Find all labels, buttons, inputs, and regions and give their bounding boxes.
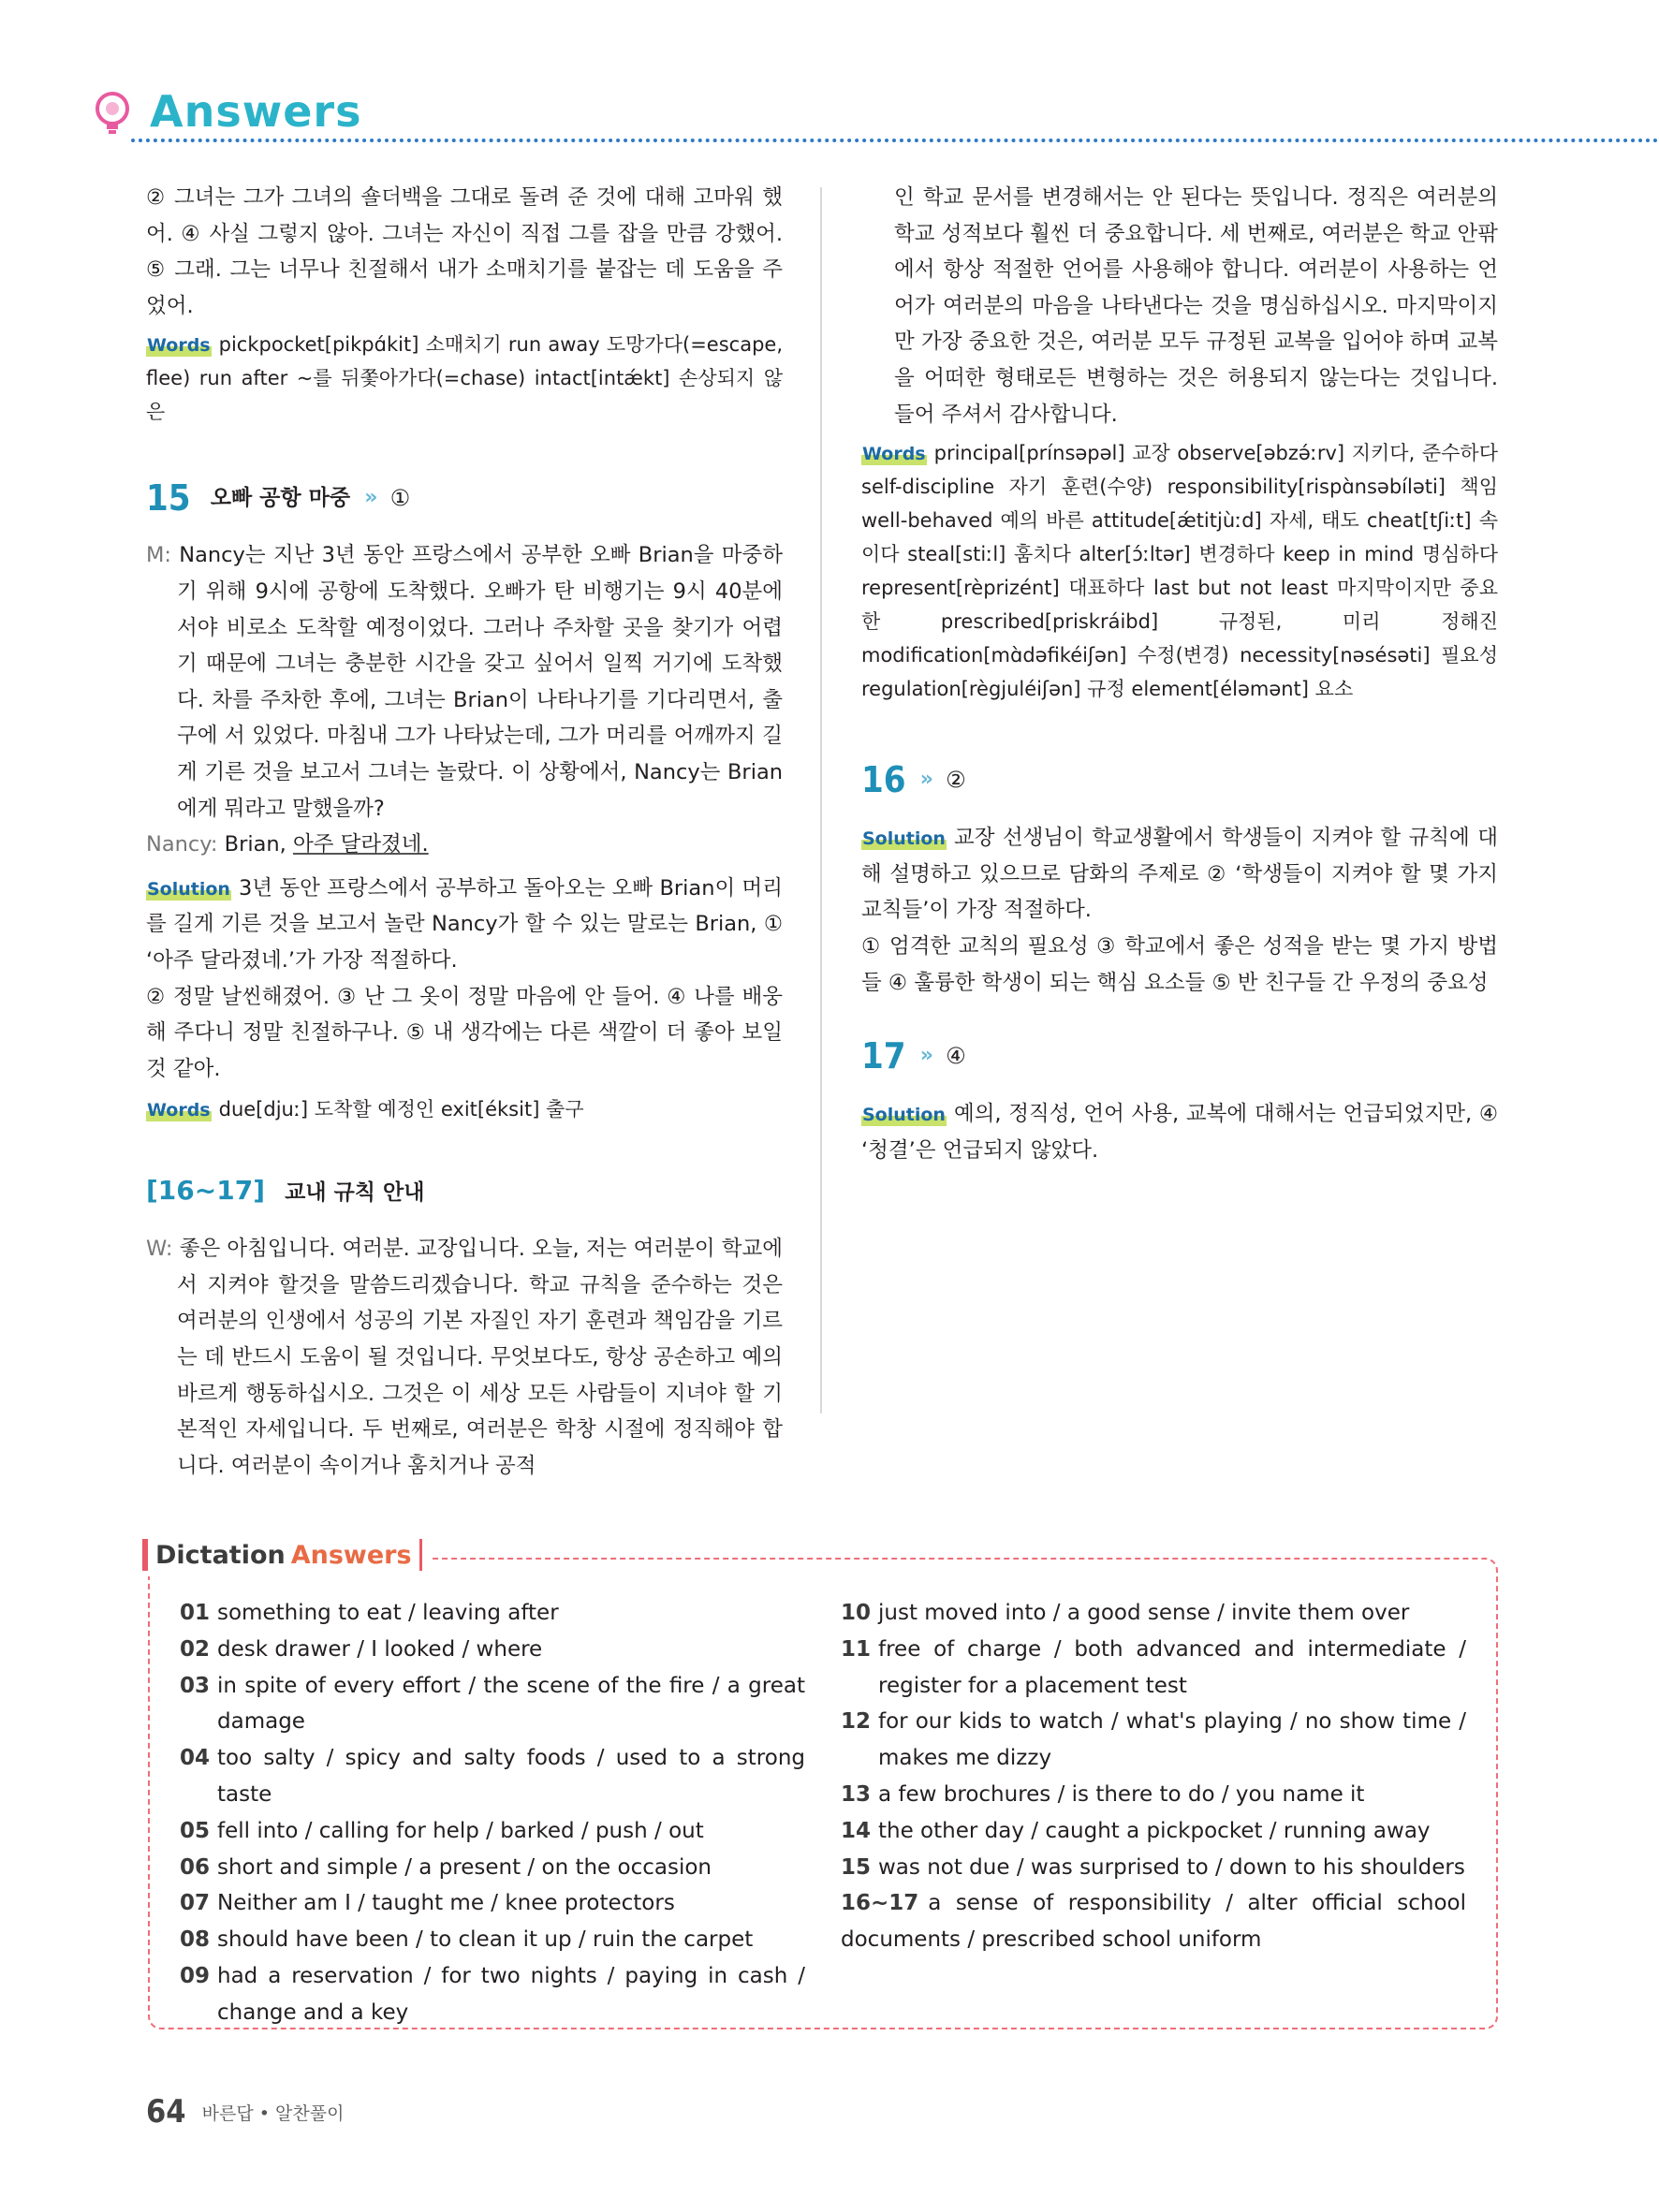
item-number: 07 (180, 1891, 211, 1916)
question-17-header (861, 1035, 1498, 1081)
dictation-item (180, 1632, 805, 1668)
solution-block (861, 1096, 1498, 1168)
item-text: was not due / was surprised to / down to his shoulders (878, 1854, 1465, 1880)
choices-text: ② 정말 날씬해졌어. ③ 난 그 옷이 정말 마음에 안 들어. ④ 나를 배웅해 주다니 정말 친절하구나. ⑤ 내 생각에는 다른 색깔이 더 좋아 보일 것 같아. (146, 984, 783, 1081)
dialogue-w (146, 1231, 783, 1484)
dictation-item (180, 1922, 805, 1958)
paragraph: ② 그녀는 그가 그녀의 숄더백을 그대로 돌려 준 것에 대해 고마워 했어. ④ 사실 그렇지 않아. 그녀는 자신이 직접 그를 잡을 만큼 강했어. ⑤ 그래. 그는 너무나 친절해서 내가 소매치기를 붙잡는 데 도움을 주었어. (146, 185, 783, 318)
dictation-title-word1: Dictation (155, 1540, 286, 1570)
question-number: 16 (861, 759, 906, 801)
dictation-title (142, 1539, 432, 1576)
item-number: 14 (841, 1818, 872, 1843)
item-number: 12 (841, 1709, 872, 1735)
item-number: 11 (841, 1636, 872, 1662)
dictation-item (841, 1777, 1466, 1813)
item-text: short and simple / a present / on the occasion (217, 1854, 712, 1880)
solution-text: 예의, 정직성, 언어 사용, 교복에 대해서는 언급되었지만, ④ ‘청결’은 언급되지 않았다. (861, 1102, 1498, 1163)
dictation-item (180, 1813, 805, 1850)
column-divider (820, 187, 822, 1414)
item-text: a few brochures / is there to do / you name it (878, 1781, 1365, 1807)
dialogue-m (146, 537, 783, 827)
dictation-item (841, 1885, 1466, 1958)
item-number: 09 (180, 1963, 211, 1988)
dialogue-continued: 인 학교 문서를 변경해서는 안 된다는 뜻입니다. 정직은 여러분의 학교 성적보다 훨씬 더 중요합니다. 세 번째로, 여러분은 학교 안팎에서 항상 적절한 언어를 사용해야 합니다. 여러분이 사용하는 언어가 여러분의 마음을 나타낸다는 것을 명심하십시오. 마지막이지만 가장 중요한 것은, 여러분 모두 규정된 교복을 입어야 하며 교복을 어떠한 형태로든 변형하는 것은 허용되지 않는다는 것입니다. 들어 주셔서 감사합니다. (894, 185, 1498, 427)
item-number: 08 (180, 1927, 211, 1953)
item-text: too salty / spicy and salty foods / used to a strong taste (217, 1746, 805, 1807)
words-tag: Words (862, 444, 926, 465)
question-number: 17 (861, 1035, 906, 1077)
item-number: 03 (180, 1673, 211, 1698)
page-footer (146, 2093, 344, 2131)
title-bar (419, 1539, 422, 1571)
question-16-header (861, 759, 1498, 805)
dictation-item (841, 1595, 1466, 1632)
item-text: Neither am I / taught me / knee protectors (217, 1891, 675, 1916)
words-tag: Words (147, 335, 211, 357)
solution-tag: Solution (862, 828, 946, 850)
dictation-item (841, 1704, 1466, 1777)
dictation-item (180, 1595, 805, 1632)
solution-block (146, 871, 783, 979)
section-number: [16~17] (146, 1175, 265, 1207)
dialogue-text: Nancy는 지난 3년 동안 프랑스에서 공부한 오빠 Brian을 마중하기 위해 9시에 공항에 도착했다. 오빠가 탄 비행기는 9시 40분에서야 비로소 도착할 예정이었다. 그러나 주차할 곳을 찾기가 어렵기 때문에 그녀는 충분한 시간을 갖고 싶어서 일찍 거기에 도착했다. 차를 주차한 후에, 그녀는 Brian이 나타나기를 기다리면서, 출구에 서 있었다. 마침내 그가 나타났는데, 그가 머리를 어깨까지 길게 기른 것을 보고서 그녀는 놀랐다. 이 상황에서, Nancy는 Brian에게 뭐라고 말했을까? (177, 543, 783, 821)
dictation-right-list (841, 1595, 1466, 1958)
item-text: should have been / to clean it up / ruin the carpet (217, 1927, 754, 1953)
choices-text: ① 엄격한 교칙의 필요성 ③ 학교에서 좋은 성적을 받는 몇 가지 방법들 ④ 훌륭한 학생이 되는 핵심 요소들 ⑤ 반 친구들 간 우정의 중요성 (861, 933, 1498, 995)
section-16-17-header (146, 1173, 783, 1216)
words-block (861, 436, 1498, 706)
speaker-label: M: (146, 543, 171, 568)
item-text: for our kids to watch / what's playing / no show time / makes me dizzy (878, 1709, 1466, 1771)
dictation-left-list (180, 1595, 805, 2031)
item-text: free of charge / both advanced and intermediate / register for a placement test (878, 1636, 1466, 1698)
dictation-item (180, 1958, 805, 2031)
section-title: 교내 규칙 안내 (285, 1180, 425, 1206)
dialogue-text: Brian, (224, 832, 293, 857)
dictation-item (180, 1740, 805, 1813)
item-text: had a reservation / for two nights / paying in cash / change and a key (217, 1963, 805, 2025)
item-number: 15 (841, 1854, 872, 1880)
item-number: 05 (180, 1818, 211, 1843)
dictation-item (180, 1668, 805, 1741)
item-number: 01 (180, 1601, 211, 1625)
item-text: desk drawer / I looked / where (217, 1636, 543, 1662)
question-answer: ② (946, 767, 966, 794)
item-text: fell into / calling for help / barked / push / out (217, 1818, 704, 1843)
question-15-header (146, 476, 783, 522)
item-number: 02 (180, 1636, 211, 1662)
dialogue-text: 좋은 아침입니다. 여러분. 교장입니다. 오늘, 저는 여러분이 학교에서 지켜야 할것을 말씀드리겠습니다. 학교 규칙을 준수하는 것은 여러분의 인생에서 성공의 기본 자질인 자기 훈련과 책임감을 기르는 데 반드시 도움이 될 것입니다. 무엇보다도, 항상 공손하고 예의 바르게 행동하십시오. 그것은 이 세상 모든 사람들이 지녀야 할 기본적인 자세입니다. 두 번째로, 여러분은 학창 시절에 정직해야 합니다. 여러분이 속이거나 훔치거나 공적 (177, 1237, 783, 1478)
speaker-label: Nancy: (146, 832, 218, 857)
book-title: 바른답 • 알찬풀이 (201, 2102, 345, 2124)
words-block (146, 1092, 783, 1126)
item-text: in spite of every effort / the scene of the fire / a great damage (217, 1673, 805, 1735)
question-answer: ④ (946, 1043, 966, 1070)
header-divider (131, 139, 1659, 142)
item-text: just moved into / a good sense / invite them over (878, 1601, 1410, 1625)
dictation-item (841, 1813, 1466, 1850)
words-text: due[djuː] 도착할 예정인 exit[éksit] 출구 (218, 1098, 584, 1121)
dictation-item (180, 1885, 805, 1922)
words-text: pickpocket[pikpɑ́kit] 소매치기 run away 도망가다(=escape, flee) run after ~를 뒤쫓아가다(=chase) intact[intǽkt] 손상되지 않은 (146, 333, 783, 424)
page-number: 64 (146, 2093, 186, 2131)
double-arrow-icon: » (919, 1044, 933, 1068)
dictation-item (841, 1632, 1466, 1705)
item-text: the other day / caught a pickpocket / running away (878, 1818, 1431, 1843)
right-column (861, 180, 1498, 1168)
lightbulb-icon (92, 90, 135, 137)
dialogue-nancy (146, 827, 783, 863)
underlined-answer: 아주 달라졌네. (292, 832, 429, 857)
solution-tag: Solution (147, 878, 230, 900)
item-text: something to eat / leaving after (217, 1601, 559, 1625)
item-number: 06 (180, 1854, 211, 1880)
dictation-item (180, 1850, 805, 1886)
item-text: a sense of responsibility / alter official school documents / prescribed school uniform (841, 1891, 1466, 1953)
item-number: 16~17 (841, 1891, 919, 1916)
double-arrow-icon: » (364, 485, 378, 509)
question-answer: ① (389, 484, 411, 511)
solution-block (861, 820, 1498, 929)
solution-text: 3년 동안 프랑스에서 공부하고 돌아오는 오빠 Brian이 머리를 길게 기른 것을 보고서 놀란 Nancy가 할 수 있는 말로는 Brian, ① ‘아주 달라졌네.’가 가장 적절하다. (146, 875, 783, 973)
solution-text: 교장 선생님이 학교생활에서 학생들이 지켜야 할 규칙에 대해 설명하고 있으므로 담화의 주제로 ② ‘학생들이 지켜야 할 몇 가지 교칙들’이 가장 적절하다. (861, 826, 1498, 923)
dictation-title-word2: Answers (290, 1540, 412, 1570)
item-number: 13 (841, 1781, 872, 1807)
words-text: principal[prínsəpəl] 교장 observe[əbzə́ːrv] 지키다, 준수하다 self-discipline 자기 훈련(수양) responsibility[rispɑ̀nsəbíləti] 책임 well-behaved 예의 바른 attitude[ǽtitjùːd] 자세, 태도 cheat[tʃiːt] 속이다 steal[stiːl] 훔치다 alter[ɔ́ːltər] 변경하다 keep in mind 명심하다 represent[rèprizént] 대표하다 last but not least 마지막이지만 중요한 prescribed[priskráibd] 규정된, 미리 정해진 modification[mɑ̀dəfikéiʃən] 수정(변경) necessity[nəsésəti] 필요성 regulation[règjuléiʃən] 규정 element[éləmənt] 요소 (861, 442, 1498, 701)
double-arrow-icon: » (919, 768, 933, 792)
solution-tag: Solution (862, 1105, 946, 1126)
words-block (146, 328, 783, 429)
left-column (146, 180, 783, 1484)
words-tag: Words (147, 1100, 211, 1121)
dictation-item (841, 1850, 1466, 1886)
question-title: 오빠 공항 마중 (210, 485, 351, 510)
title-bar (142, 1539, 148, 1571)
item-number: 10 (841, 1601, 872, 1625)
question-number: 15 (146, 476, 191, 519)
page-title: Answers (150, 86, 362, 137)
speaker-label: W: (146, 1237, 173, 1262)
item-number: 04 (180, 1746, 211, 1771)
